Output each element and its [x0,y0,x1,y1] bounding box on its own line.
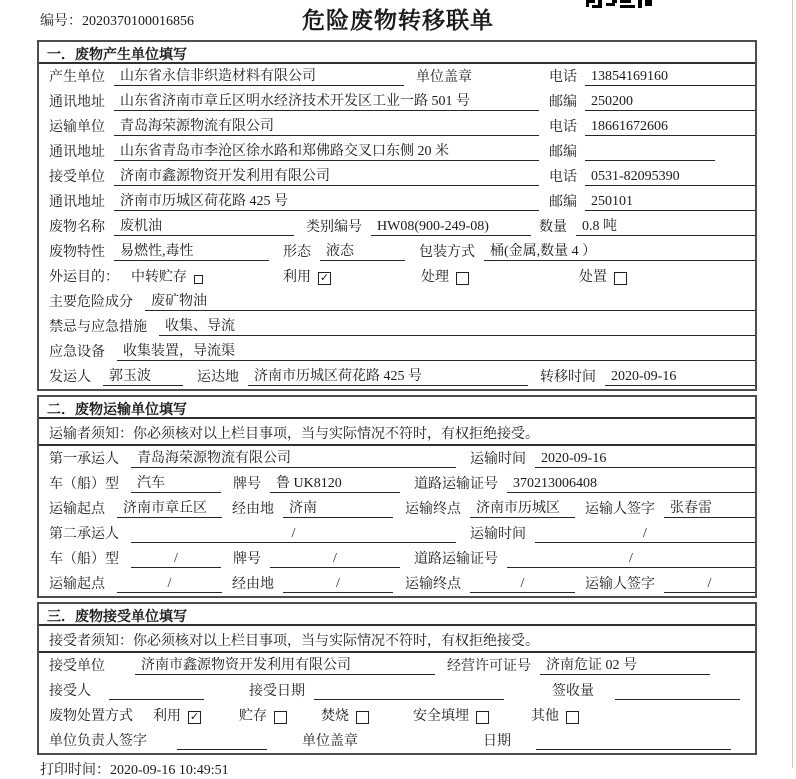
carrier-sign2-value: / [664,576,755,593]
row-receiver-address [39,189,755,214]
transfer-date-label: 转移时间 [540,370,596,385]
via-label: 经由地 [232,502,274,517]
equipment-label: 应急设备 [49,345,105,360]
zip-label: 邮编 [549,195,577,210]
via-label: 经由地 [232,577,274,592]
transporter-value: 青岛海荣源物流有限公司 [114,115,539,136]
acceptor-value [109,699,204,700]
phone-label: 电话 [549,70,577,85]
checkbox-treat [456,272,469,285]
zip-label: 邮编 [549,145,577,160]
plate1-value: 鲁 UK8120 [270,472,400,493]
equipment-value: 收集装置，导流渠 [117,340,755,361]
vehicle-type2-value: / [131,551,221,568]
row-consignor [39,364,755,389]
quantity-value: 0.8 吨 [576,215,755,236]
end-label: 运输终点 [405,577,461,592]
via1-value: 济南 [283,497,393,518]
phone-label: 电话 [549,120,577,135]
transport-time1-value: 2020-09-16 [535,451,755,468]
hazard-label: 主要危险成分 [49,295,133,310]
section-transporter [37,395,757,598]
receiver-notice: 接受者须知：你必须核对以上栏目事项，当与实际情况不符时，有权拒绝接受。 [39,626,755,653]
end2-value: / [470,576,575,593]
serial-label: 编号： [40,14,82,29]
row-first-carrier [39,446,755,471]
producer-label: 产生单位 [49,70,105,85]
disposal-option-incinerate [321,705,369,725]
head-sign-value [177,749,267,750]
receiver-label: 接受单位 [49,170,105,185]
business-license-value: 济南危证 02 号 [540,654,710,675]
end-label: 运输终点 [405,502,461,517]
option-label: 安全填埋 [413,709,469,724]
quantity-label: 数量 [539,220,567,235]
row-second-carrier [39,521,755,546]
row-waste-character [39,239,755,264]
form-label: 形态 [283,245,311,260]
address-label: 通讯地址 [49,95,105,110]
carrier2-label: 第二承运人 [49,527,119,542]
phone-label: 电话 [549,170,577,185]
option-label: 处置 [579,270,607,285]
row-transporter-address [39,139,755,164]
qr-code-fragment-icon [586,0,652,10]
row-taboo-measures [39,314,755,339]
acceptor-label: 接受人 [49,684,91,699]
checkbox-disposal-other [566,711,579,724]
option-label: 中转贮存 [131,270,187,285]
category-label: 类别编号 [306,220,362,235]
destination-value: 济南市历城区荷花路 425 号 [248,365,528,386]
row-waste-name [39,214,755,239]
row-outbound-purpose [39,264,755,289]
page-edge-line [792,0,793,768]
origin-label: 运输起点 [49,577,105,592]
road-license-label: 道路运输证号 [414,477,498,492]
row-disposal-method [39,703,755,728]
carrier-sign-label: 运输人签字 [585,577,655,592]
row-route-2 [39,571,755,596]
taboo-label: 禁忌与应急措施 [49,320,147,335]
carrier1-label: 第一承运人 [49,452,119,467]
row-accept-unit [39,653,755,678]
section2-title: 二．废物运输单位填写 [39,397,755,419]
option-label: 焚烧 [321,709,349,724]
transporter-address-value: 山东省青岛市李沧区徐水路和郑佛路交叉口东侧 20 米 [114,140,539,161]
date-value [536,749,731,750]
purpose-option-transfer-storage [131,266,203,286]
section1-title: 一．废物产生单位填写 [39,42,755,64]
checkbox-transfer-storage [194,275,203,284]
producer-phone-value: 13854169160 [585,69,755,86]
section-producer [37,40,757,391]
page-header [0,0,796,40]
received-qty-value [615,699,740,700]
row-head-signature [39,728,755,753]
purpose-option-dispose [579,266,627,286]
waste-name-value: 废机油 [114,215,294,236]
row-hazard-component [39,289,755,314]
vehicle-type1-value: 汽车 [131,472,221,493]
disposal-label: 废物处置方式 [49,709,133,724]
transport-time2-value: / [535,526,755,543]
consignor-label: 发运人 [49,370,91,385]
unit-seal-label: 单位盖章 [416,70,472,85]
waste-name-label: 废物名称 [49,220,105,235]
option-label: 利用 [153,709,181,724]
category-value: HW08(900-249-08) [371,219,531,236]
transport-time-label: 运输时间 [470,452,526,467]
business-license-label: 经营许可证号 [447,659,531,674]
packing-value: 桶(金属,数量 4 ） [484,240,755,261]
vehicle-type-label: 车（船）型 [49,552,119,567]
transporter-phone-value: 18661672606 [585,119,755,136]
road-license-label: 道路运输证号 [414,552,498,567]
serial-value: 2020370100016856 [82,14,194,29]
producer-address-value: 山东省济南市章丘区明水经济技术开发区工业一路 501 号 [114,90,539,111]
road-license2-value: / [507,551,755,568]
unit-seal-label: 单位盖章 [302,734,358,749]
option-label: 利用 [283,270,311,285]
disposal-option-landfill [413,705,489,725]
receiver-phone-value: 0531-82095390 [585,169,755,186]
transfer-date-value: 2020-09-16 [605,369,755,386]
checkbox-dispose [614,272,627,285]
page-title: 危险废物转移联单 [302,8,494,33]
option-label: 贮存 [239,709,267,724]
row-receiver [39,164,755,189]
address-label: 通讯地址 [49,195,105,210]
packing-label: 包装方式 [419,245,475,260]
carrier1-value: 青岛海荣源物流有限公司 [131,447,456,468]
print-time [40,759,796,779]
disposal-option-utilize [153,705,201,725]
taboo-value: 收集、导流 [159,315,755,336]
receiver-address-value: 济南市历城区荷花路 425 号 [114,190,539,211]
address-label: 通讯地址 [49,145,105,160]
print-time-value: 2020-09-16 10:49:51 [110,763,229,778]
row-emergency-equipment [39,339,755,364]
carrier-sign-label: 运输人签字 [585,502,655,517]
disposal-option-store [239,705,287,725]
receiver-zip-value: 250101 [585,194,755,211]
hazard-value: 废矿物油 [145,290,755,311]
purpose-option-utilize [283,266,331,286]
section3-title: 三．废物接受单位填写 [39,604,755,626]
transporter-notice: 运输者须知：你必须核对以上栏目事项，当与实际情况不符时，有权拒绝接受。 [39,419,755,446]
accept-unit-value: 济南市鑫源物资开发利用有限公司 [135,654,435,675]
row-vehicle-1 [39,471,755,496]
transport-time-label: 运输时间 [470,527,526,542]
consignor-value: 郭玉波 [103,365,183,386]
producer-zip-value: 250200 [585,94,755,111]
date-label: 日期 [483,734,511,749]
origin-label: 运输起点 [49,502,105,517]
form-value: 液态 [320,240,405,261]
checkbox-disposal-store [274,711,287,724]
row-acceptor [39,678,755,703]
plate-label: 牌号 [233,477,261,492]
checkbox-utilize: ✓ [319,272,330,284]
carrier-sign1-value: 张春雷 [664,497,755,518]
end1-value: 济南市历城区 [470,497,575,518]
road-license1-value: 370213006408 [507,476,755,493]
row-vehicle-2 [39,546,755,571]
carrier2-value: / [131,526,456,543]
received-qty-label: 签收量 [552,684,594,699]
plate2-value: / [270,551,400,568]
transporter-label: 运输单位 [49,120,105,135]
row-producer [39,64,755,89]
transporter-zip-value [585,160,715,161]
accept-date-value [314,699,504,700]
checkbox-disposal-landfill [476,711,489,724]
vehicle-type-label: 车（船）型 [49,477,119,492]
purpose-label: 外运目的： [49,270,119,285]
origin2-value: / [117,576,222,593]
accept-date-label: 接受日期 [249,684,305,699]
option-label: 其他 [531,709,559,724]
via2-value: / [283,576,393,593]
receiver-value: 济南市鑫源物资开发利用有限公司 [114,165,539,186]
section-receiver [37,602,757,755]
row-route-1 [39,496,755,521]
checkbox-disposal-incinerate [356,711,369,724]
row-transporter [39,114,755,139]
character-value: 易燃性,毒性 [114,240,269,261]
purpose-option-treat [421,266,469,286]
row-producer-address [39,89,755,114]
destination-label: 运达地 [197,370,239,385]
head-sign-label: 单位负责人签字 [49,734,147,749]
character-label: 废物特性 [49,245,105,260]
print-time-label: 打印时间： [40,763,110,778]
origin1-value: 济南市章丘区 [117,497,222,518]
accept-unit-label: 接受单位 [49,659,105,674]
producer-value: 山东省永信非织造材料有限公司 [114,65,404,86]
zip-label: 邮编 [549,95,577,110]
option-label: 处理 [421,270,449,285]
plate-label: 牌号 [233,552,261,567]
checkbox-disposal-utilize: ✓ [189,711,200,723]
disposal-option-other [531,705,579,725]
